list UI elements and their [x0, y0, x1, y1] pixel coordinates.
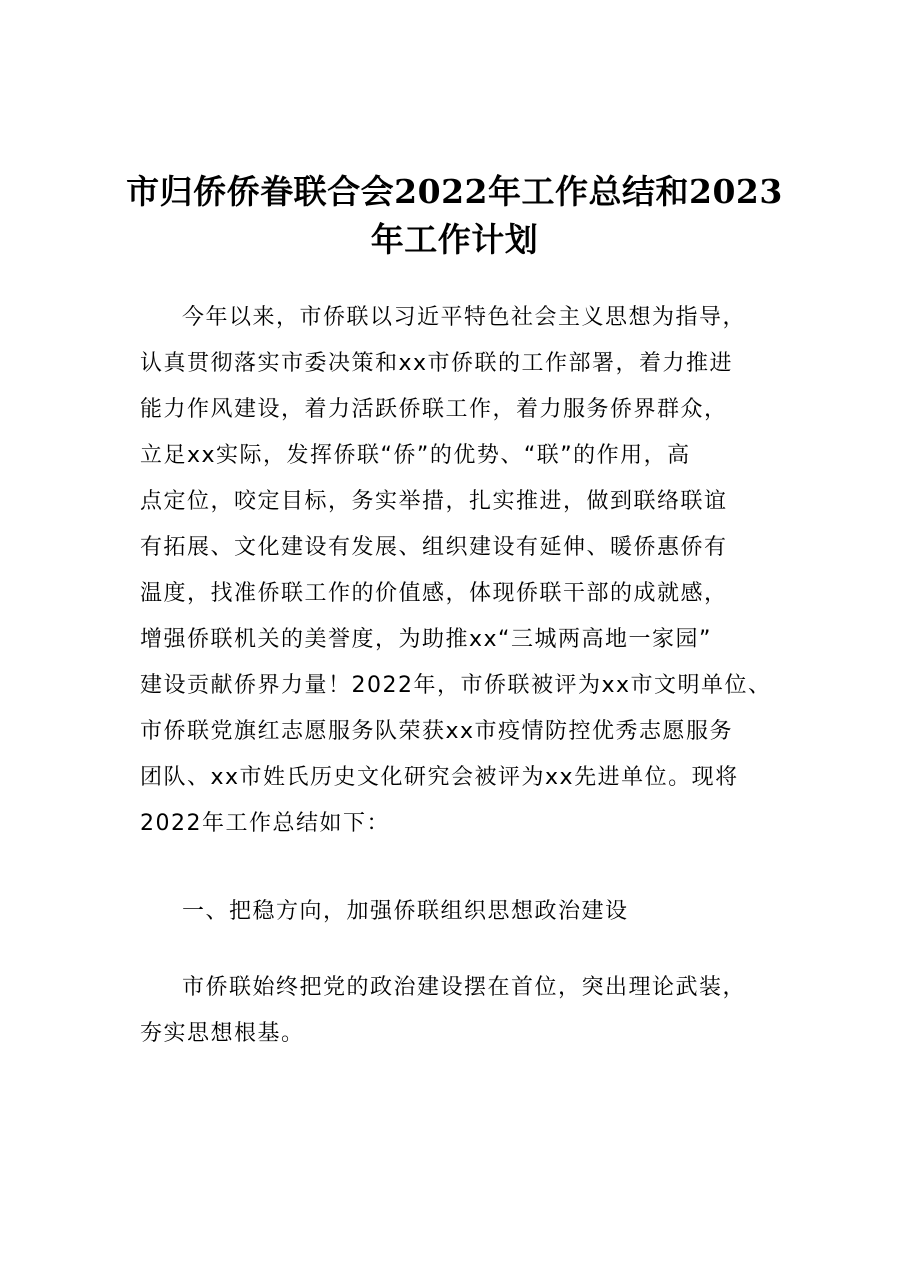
- title-line: 年工作计划: [370, 220, 539, 259]
- intro-paragraph: [140, 295, 780, 847]
- section-heading: [140, 889, 780, 935]
- paragraph-line: 夯实思想根基。: [140, 1021, 305, 1046]
- paragraph-line: 2022年工作总结如下：: [140, 811, 390, 836]
- paragraph-line: 市侨联党旗红志愿服务队荣获xx市疫情防控优秀志愿服务: [140, 719, 734, 744]
- paragraph-line: 建设贡献侨界力量！2022年，市侨联被评为xx市文明单位、: [140, 673, 772, 698]
- paragraph-line: 增强侨联机关的美誉度，为助推xx“三城两高地一家园”: [140, 627, 712, 652]
- title-line: 市归侨侨眷联合会2022年工作总结和2023: [126, 172, 783, 211]
- paragraph-line: 有拓展、文化建设有发展、组织建设有延伸、暖侨惠侨有: [140, 535, 728, 560]
- paragraph-line: 立足xx实际，发挥侨联“侨”的优势、“联”的作用，高: [140, 443, 691, 468]
- section-heading-text: 一、把稳方向，加强侨联组织思想政治建设: [182, 899, 629, 924]
- document-title: [100, 168, 809, 264]
- paragraph-line: 认真贯彻落实市委决策和xx市侨联的工作部署，着力推进: [140, 351, 734, 376]
- paragraph-line: 今年以来，市侨联以习近平特色社会主义思想为指导，: [182, 305, 747, 330]
- paragraph-line: 团队、xx市姓氏历史文化研究会被评为xx先进单位。现将: [140, 765, 739, 790]
- paragraph-line: 温度，找准侨联工作的价值感，体现侨联干部的成就感，: [140, 581, 728, 606]
- paragraph-line: 能力作风建设，着力活跃侨联工作，着力服务侨界群众，: [140, 397, 728, 422]
- paragraph-line: 市侨联始终把党的政治建设摆在首位，突出理论武装，: [182, 975, 747, 1000]
- section-paragraph: [140, 965, 780, 1057]
- paragraph-line: 点定位，咬定目标，务实举措，扎实推进，做到联络联谊: [140, 489, 728, 514]
